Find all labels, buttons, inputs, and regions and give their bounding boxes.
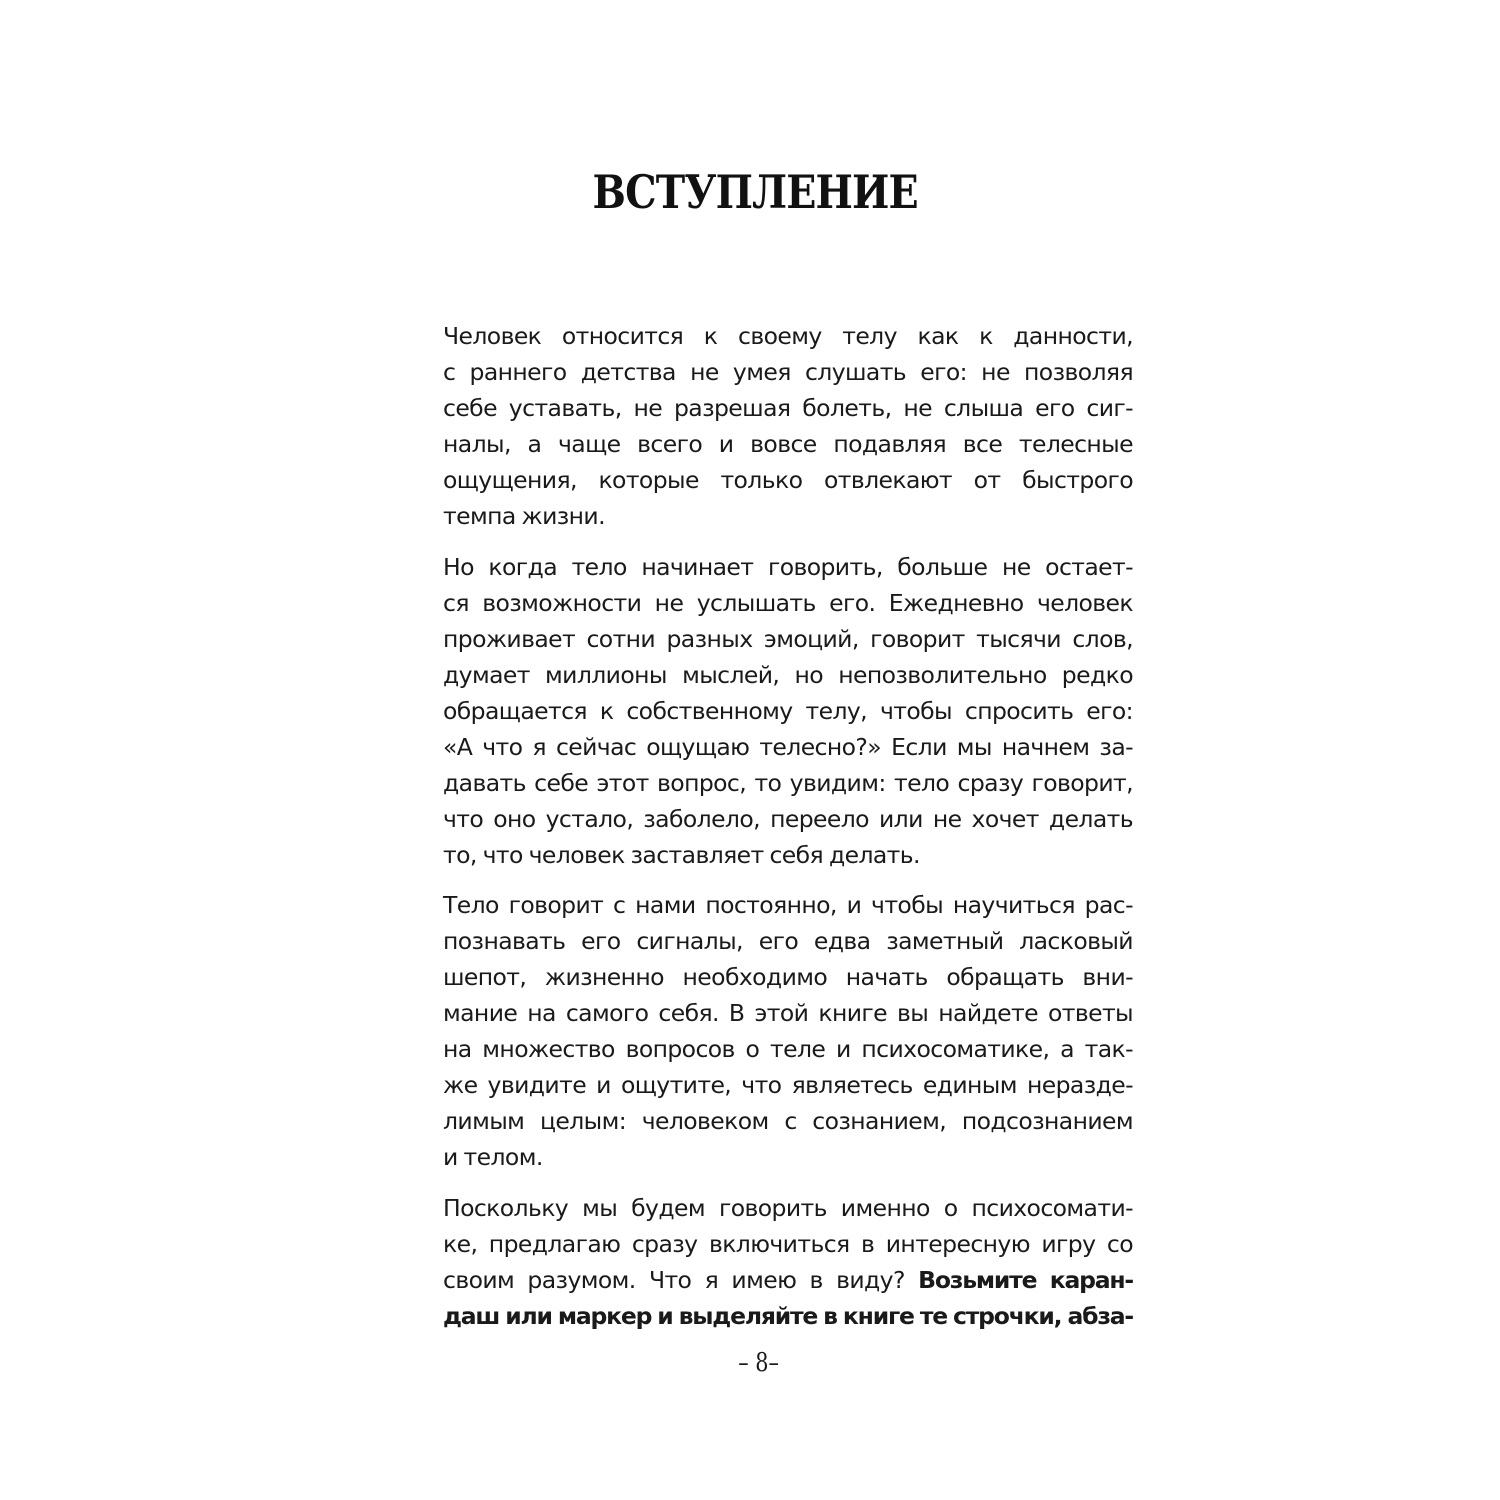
text-line: Поскольку мы будем говорить именно о психосомати-	[443, 1193, 1133, 1222]
text-line: лимым целым: человеком с сознанием, подсознанием	[443, 1107, 1133, 1135]
text-line: давать себе этот вопрос, то увидим: тело сразу говорит,	[443, 768, 1133, 797]
text-line-mixed	[443, 1262, 1133, 1298]
paragraph-1	[443, 318, 1133, 534]
text-regular: своим разумом. Что я имею в виду?	[443, 1265, 919, 1294]
text-line: познавать его сигналы, его едва заметный ласковый	[443, 927, 1133, 955]
paragraph-4	[443, 1190, 1133, 1334]
text-line: думает миллионы мыслей, но непозволительно редко	[443, 660, 1133, 689]
text-line: Тело говорит с нами постоянно, и чтобы научиться рас-	[443, 891, 1133, 919]
page-number: – 8–	[738, 1348, 779, 1378]
text-line: «А что я сейчас ощущаю телесно?» Если мы начнем за-	[443, 732, 1133, 761]
text-line: мание на самого себя. В этой книге вы найдете ответы	[443, 999, 1133, 1027]
text-line: Но когда тело начинает говорить, больше не остает-	[443, 552, 1133, 581]
text-line: проживает сотни разных эмоций, говорит тысячи слов,	[443, 624, 1133, 653]
text-line: на множество вопросов о теле и психосоматике, а так-	[443, 1035, 1133, 1063]
text-line: с раннего детства не умея слушать его: не позволяя	[443, 358, 1133, 386]
text-line: себе уставать, не разрешая болеть, не слыша его сиг-	[443, 394, 1133, 422]
text-line: обращается к собственному телу, чтобы спросить его:	[443, 696, 1133, 725]
text-line: шепот, жизненно необходимо начать обращать вни-	[443, 963, 1133, 991]
emphasized-text: Возьмите каран-	[918, 1265, 1133, 1294]
paragraph-3	[443, 887, 1133, 1175]
text-line: ся возможности не услышать его. Ежедневно человек	[443, 588, 1133, 617]
text-line: темпа жизни.	[443, 502, 605, 530]
text-line: ощущения, которые только отвлекают от быстрого	[443, 466, 1133, 494]
text-line: же увидите и ощутите, что являетесь единым неразде-	[443, 1071, 1133, 1099]
chapter-title: ВСТУПЛЕНИЕ	[592, 165, 918, 219]
text-line: то, что человек заставляет себя делать.	[443, 840, 920, 869]
body-text	[443, 318, 1133, 1348]
text-line: Человек относится к своему телу как к данности,	[443, 322, 1133, 350]
text-line: что оно устало, заболело, переело или не хочет делать	[443, 804, 1133, 833]
paragraph-2	[443, 549, 1133, 873]
text-line: ке, предлагаю сразу включиться в интересную игру со	[443, 1229, 1133, 1258]
emphasized-text-line: даш или маркер и выделяйте в книге те строчки, абза-	[443, 1301, 1133, 1330]
text-line: и телом.	[443, 1143, 543, 1171]
text-line: налы, а чаще всего и вовсе подавляя все телесные	[443, 430, 1133, 458]
